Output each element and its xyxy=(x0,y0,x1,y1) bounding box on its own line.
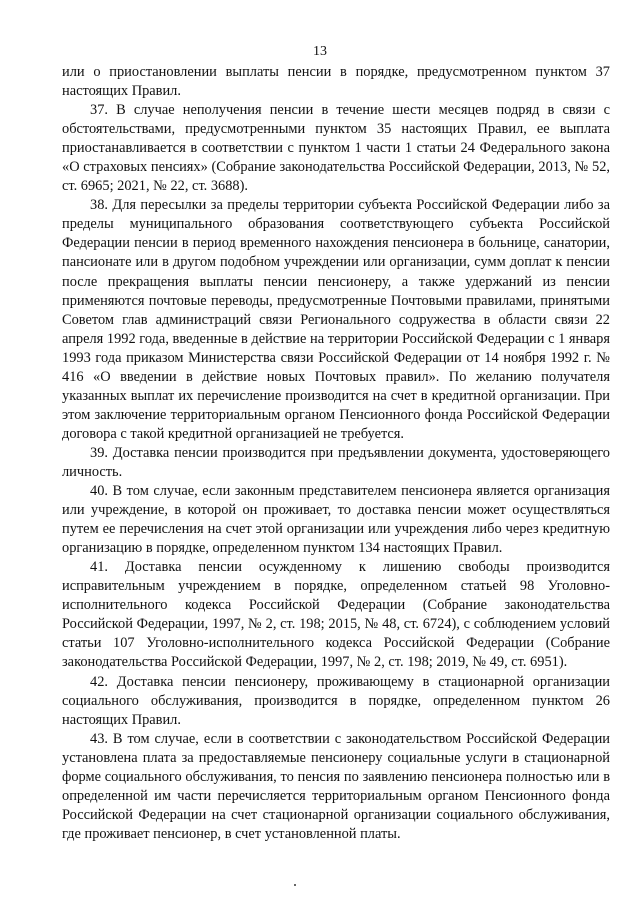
paragraph-43: 43. В том случае, если в соответствии с законодательством Российской Федерации установлена плата за предоставляемые пенсионеру социальные услуги в стационарной форме социального обслуживания, то пенсия по заявлению пенсионера полностью или в определенной им части перечисляется территориальным органом Пенсионного фонда Российской Федерации на счет стационарной организации социального обслуживания, где проживает пенсионер, в счет установленной платы. xyxy=(62,730,610,842)
page-number: 13 xyxy=(313,44,327,59)
scan-speck xyxy=(294,884,296,886)
paragraph-continuation: или о приостановлении выплаты пенсии в порядке, предусмотренном пунктом 37 настоящих Правил. xyxy=(62,64,610,100)
paragraph-40: 40. В том случае, если законным представителем пенсионера является организация или учреждение, в которой он проживает, то доставка пенсии может осуществляться путем ее перечисления на счет этой организации или учреждения либо через кредитную организацию в порядке, определенном пунктом 134 настоящих Правил. xyxy=(62,483,610,557)
paragraph-42: 42. Доставка пенсии пенсионеру, проживающему в стационарной организации социального обслуживания, производится в порядке, определенном пунктом 26 настоящих Правил. xyxy=(62,673,610,728)
paragraph-39: 39. Доставка пенсии производится при предъявлении документа, удостоверяющего личность. xyxy=(62,444,610,480)
paragraph-37: 37. В случае неполучения пенсии в течение шести месяцев подряд в связи с обстоятельствами, предусмотренными пунктом 35 настоящих Правил, ее выплата приостанавливается в соответствии с пунктом 1 части 1 статьи 24 Федерального закона «О страховых пенсиях» (Собрание законодательства Российской Федерации, 2013, № 52, ст. 6965; 2021, № 22, ст. 3688). xyxy=(62,102,610,195)
paragraph-41: 41. Доставка пенсии осужденному к лишению свободы производится исправительным учреждением в порядке, определенном статьей 98 Уголовно-исполнительного кодекса Российской Федерации (Собрание законодательства Российской Федерации, 1997, № 2, ст. 198; 2015, № 48, ст. 6724), с соблюдением условий статьи 107 Уголовно-исполнительного кодекса Российской Федерации (Собрание законодательства Российской Федерации, 1997, № 2, ст. 198; 2019, № 49, ст. 6951). xyxy=(62,559,610,671)
paragraph-38: 38. Для пересылки за пределы территории субъекта Российской Федерации либо за пределы муниципального образования соответствующего субъекта Российской Федерации пенсии в период временного нахождения пенсионера в больнице, санатории, пансионате или в другом подобном учреждении или организации, сумм доплат к пенсии после прекращения выплаты пенсии пенсионеру, а также удержаний из пенсии применяются почтовые переводы, предусмотренные Почтовыми правилами, принятыми Советом глав администраций связи Регионального содружества в области связи 22 апреля 1992 года, введенные в действие на территории Российской Федерации с 1 января 1993 года приказом Министерства связи Российской Федерации от 14 ноября 1992 г. № 416 «О введении в действие новых Почтовых правил». По желанию получателя указанных выплат их перечисление производится на счет в кредитной организации. При этом заключение территориальным органом Пенсионного фонда Российской Федерации договора с такой кредитной организацией не требуется. xyxy=(62,197,610,442)
document-body xyxy=(62,63,610,844)
